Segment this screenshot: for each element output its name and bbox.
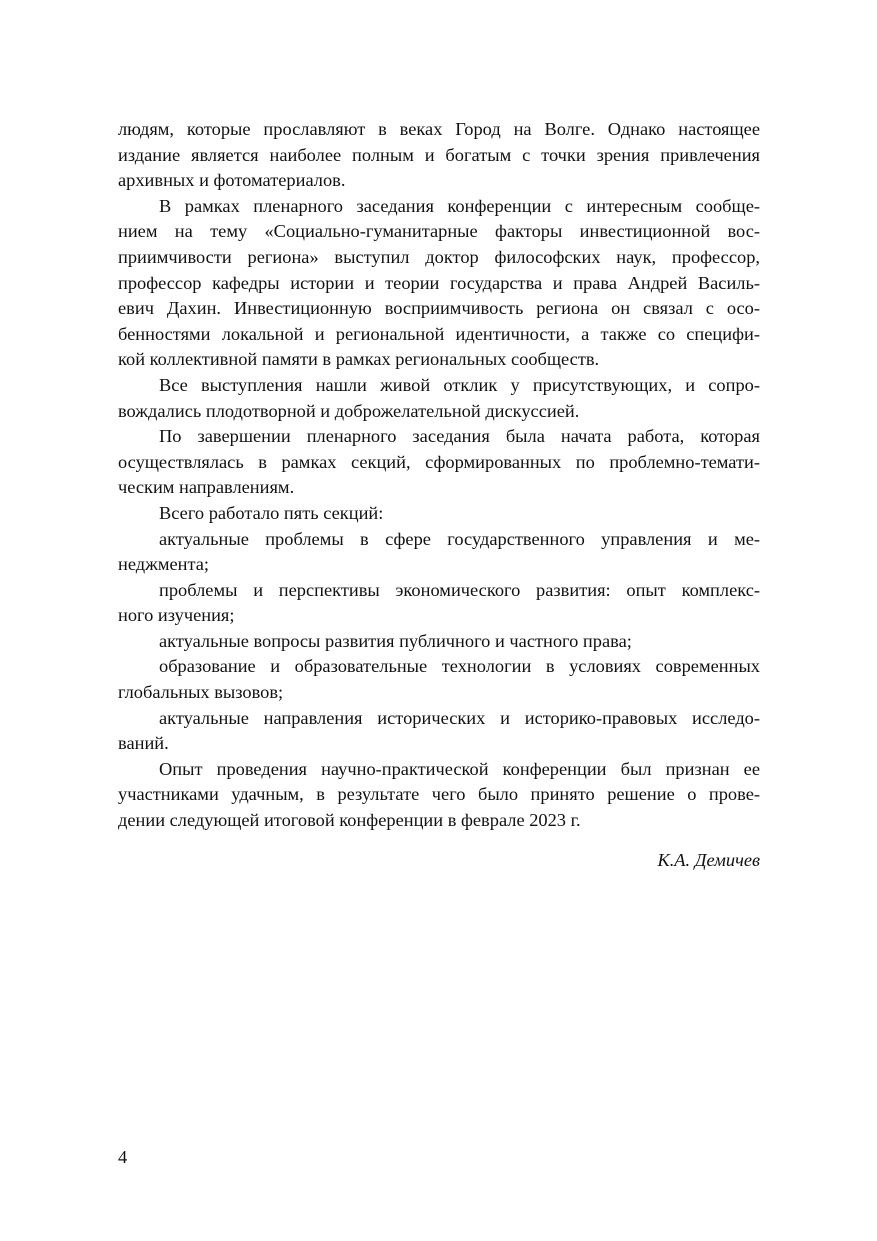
text-line: Все выступления нашли живой отклик у присутствующих, и сопро- <box>159 374 760 395</box>
text-line: ного изучения; <box>118 605 235 626</box>
text-line: нием на тему «Социально-гуманитарные факторы инвестиционной вос- <box>118 221 760 242</box>
document-body <box>118 117 760 834</box>
paragraph <box>118 757 760 834</box>
paragraph <box>118 501 760 527</box>
text-line: ваний. <box>118 733 169 754</box>
text-line: издание является наиболее полным и богатым с точки зрения привлечения <box>118 144 760 165</box>
text-line: дении следующей итоговой конференции в феврале 2023 г. <box>118 810 581 831</box>
text-line: образование и образовательные технологии в условиях современных <box>159 656 760 677</box>
text-line: евич Дахин. Инвестиционную восприимчивость региона он связал с осо- <box>118 298 760 319</box>
section-list-item <box>118 629 760 655</box>
text-line: осуществлялась в рамках секций, сформированных по проблемно-темати- <box>118 451 760 472</box>
text-line: В рамках пленарного заседания конференции с интересным сообще- <box>159 195 760 216</box>
text-line: кой коллективной памяти в рамках региональных сообществ. <box>118 349 600 370</box>
text-line: приимчивости региона» выступил доктор философских наук, профессор, <box>118 246 760 267</box>
text-line: ческим направлениям. <box>118 477 295 498</box>
text-line: актуальные направления исторических и историко-правовых исследо- <box>159 707 760 728</box>
text-line: актуальные вопросы развития публичного и частного права; <box>159 630 632 651</box>
paragraph <box>118 373 760 424</box>
text-line: По завершении пленарного заседания была начата работа, которая <box>159 426 760 447</box>
text-line: Всего работало пять секций: <box>159 502 384 523</box>
paragraph <box>118 117 760 194</box>
section-list-item <box>118 706 760 757</box>
text-line: профессор кафедры истории и теории государства и права Андрей Василь- <box>118 272 760 293</box>
text-line: проблемы и перспективы экономического развития: опыт комплекс- <box>159 579 760 600</box>
text-line: глобальных вызовов; <box>118 682 284 703</box>
text-line: архивных и фотоматериалов. <box>118 170 346 191</box>
section-list-item <box>118 654 760 705</box>
section-list-item <box>118 527 760 578</box>
text-line: неджмента; <box>118 554 210 575</box>
paragraph <box>118 194 760 373</box>
text-line: актуальные проблемы в сфере государственного управления и ме- <box>159 528 760 549</box>
text-line: вождались плодотворной и доброжелательной дискуссией. <box>118 400 580 421</box>
text-line: участниками удачным, в результате чего было принято решение о прове- <box>118 784 760 805</box>
page-number: 4 <box>118 1147 128 1167</box>
text-line: бенностями локальной и региональной идентичности, а также со специфи- <box>118 323 760 344</box>
text-line: людям, которые прославляют в веках Город на Волге. Однако настоящее <box>118 119 760 139</box>
section-list-item <box>118 578 760 629</box>
text-line: Опыт проведения научно-практической конференции был признан ее <box>159 758 760 779</box>
paragraph <box>118 424 760 501</box>
author-signature: К.А. Демичев <box>657 850 760 870</box>
